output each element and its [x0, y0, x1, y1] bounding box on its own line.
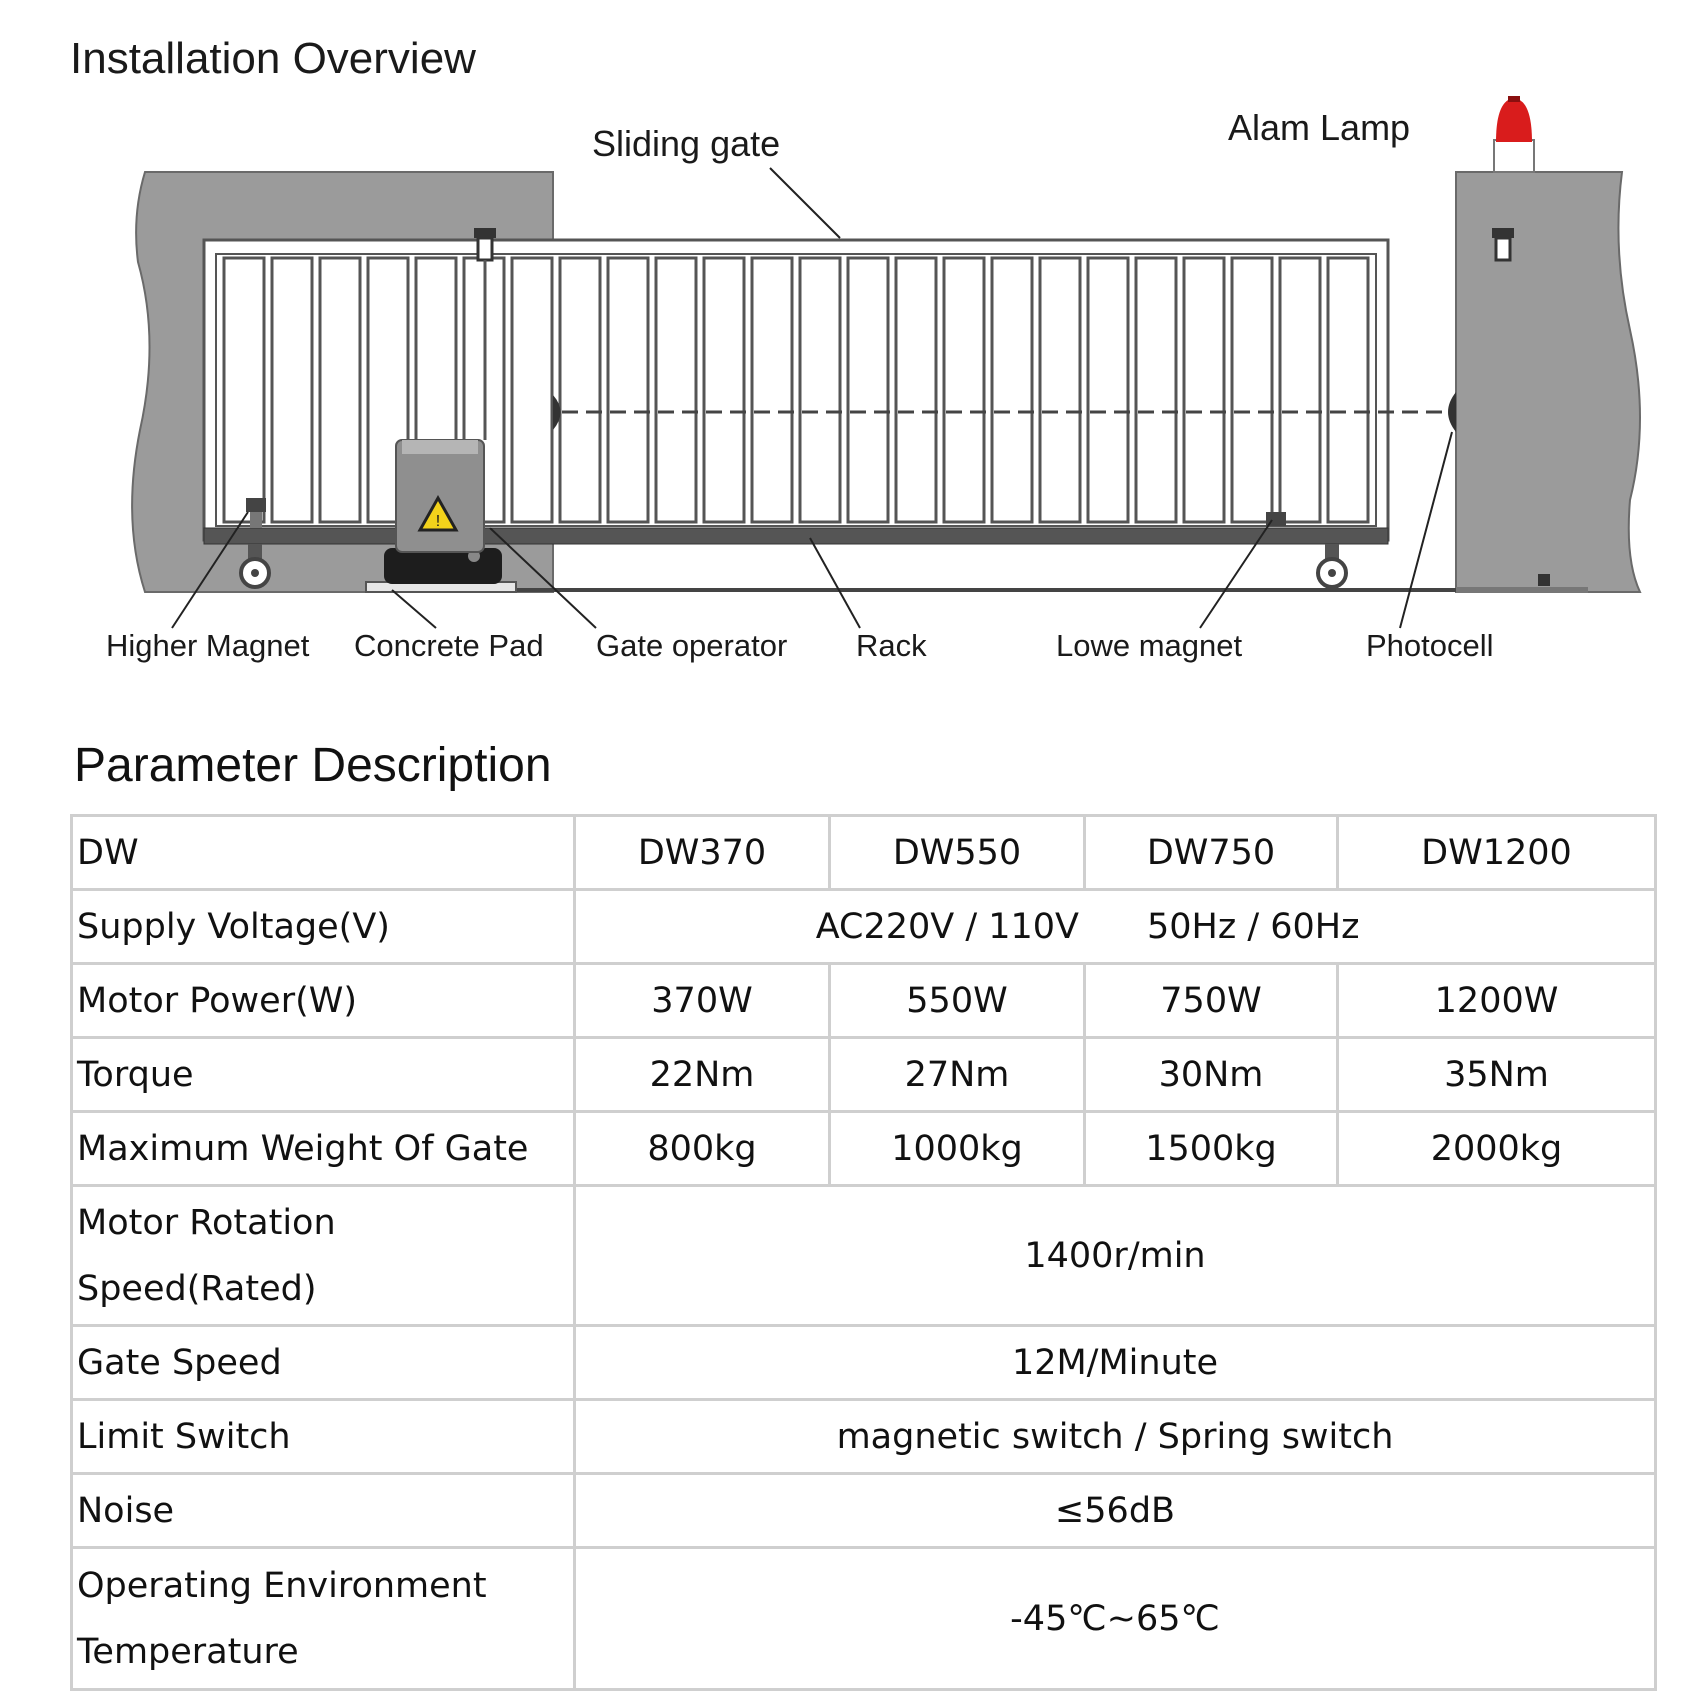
gate-bar	[560, 258, 600, 522]
header-model-dw370: DW370	[575, 816, 830, 890]
right-wall	[1456, 172, 1640, 592]
gate-bar	[800, 258, 840, 522]
label-concrete-pad: Concrete Pad	[354, 628, 544, 663]
alarm-lamp	[1494, 96, 1534, 172]
torque-label: Torque	[72, 1038, 575, 1112]
max-weight-label: Maximum Weight Of Gate	[72, 1112, 575, 1186]
label-sliding-gate: Sliding gate	[592, 123, 781, 164]
rotation-speed-label-line1: Motor Rotation	[77, 1202, 336, 1243]
gate-bar	[944, 258, 984, 522]
gate-bar	[752, 258, 792, 522]
post-bracket	[1492, 228, 1514, 260]
gate-bar	[1328, 258, 1368, 522]
gate-installation-diagram	[0, 0, 1700, 700]
gate-bar	[1088, 258, 1128, 522]
label-lower-magnet: Lowe magnet	[1056, 628, 1243, 663]
label-gate-operator: Gate operator	[596, 628, 788, 663]
label-rack: Rack	[856, 628, 927, 663]
label-photocell: Photocell	[1366, 628, 1494, 663]
torque-dw750: 30Nm	[1085, 1038, 1338, 1112]
table-row-rotation-speed	[72, 1186, 1656, 1326]
table-row-max-weight	[72, 1112, 1656, 1186]
operating-temp-label-line1: Operating Environment	[77, 1565, 487, 1606]
motor-power-dw750: 750W	[1085, 964, 1338, 1038]
rotation-speed-label	[72, 1186, 575, 1326]
label-higher-magnet: Higher Magnet	[106, 628, 310, 663]
gate-operator-motor	[384, 440, 502, 584]
supply-voltage-voltage: AC220V / 110V	[815, 906, 1079, 947]
gate-bar	[1136, 258, 1176, 522]
operating-temp-label	[72, 1548, 575, 1690]
motor-power-dw1200: 1200W	[1338, 964, 1656, 1038]
max-weight-dw370: 800kg	[575, 1112, 830, 1186]
limit-switch-value: magnetic switch / Spring switch	[575, 1400, 1656, 1474]
photocell-receiver	[1448, 392, 1456, 432]
gate-wheel-right	[1318, 544, 1346, 587]
motor-power-label: Motor Power(W)	[72, 964, 575, 1038]
table-row-header	[72, 816, 1656, 890]
gate-bar	[656, 258, 696, 522]
gate-bar	[896, 258, 936, 522]
gate-bar	[1184, 258, 1224, 522]
label-alarm-lamp: Alam Lamp	[1228, 107, 1411, 148]
torque-dw550: 27Nm	[830, 1038, 1085, 1112]
torque-dw370: 22Nm	[575, 1038, 830, 1112]
supply-voltage-label: Supply Voltage(V)	[72, 890, 575, 964]
header-model-dw1200: DW1200	[1338, 816, 1656, 890]
motor-power-dw550: 550W	[830, 964, 1085, 1038]
header-label-cell: DW	[72, 816, 575, 890]
operating-temp-label-line2: Temperature	[77, 1631, 299, 1672]
table-row-torque	[72, 1038, 1656, 1112]
operating-temp-value: -45℃~65℃	[575, 1548, 1656, 1690]
overview-title: Installation Overview	[70, 34, 476, 83]
motor-power-dw370: 370W	[575, 964, 830, 1038]
header-model-dw750: DW750	[1085, 816, 1338, 890]
rotation-speed-label-line2: Speed(Rated)	[77, 1268, 317, 1309]
gate-bar	[848, 258, 888, 522]
table-row-limit-switch	[72, 1400, 1656, 1474]
max-weight-dw550: 1000kg	[830, 1112, 1085, 1186]
table-row-gate-speed	[72, 1326, 1656, 1400]
max-weight-dw1200: 2000kg	[1338, 1112, 1656, 1186]
table-row-noise	[72, 1474, 1656, 1548]
max-weight-dw750: 1500kg	[1085, 1112, 1338, 1186]
gate-bar	[608, 258, 648, 522]
gate-bar	[1232, 258, 1272, 522]
gate-bar	[1280, 258, 1320, 522]
gate-bar	[992, 258, 1032, 522]
supply-voltage-frequency: 50Hz / 60Hz	[1147, 906, 1360, 947]
gate-bar	[272, 258, 312, 522]
post-base-block	[1538, 574, 1550, 586]
table-row-operating-temp	[72, 1548, 1656, 1690]
noise-label: Noise	[72, 1474, 575, 1548]
table-row-motor-power	[72, 964, 1656, 1038]
parameter-table	[70, 814, 1657, 1691]
table-row-supply-voltage	[72, 890, 1656, 964]
gate-bar	[704, 258, 744, 522]
gate-bar	[512, 258, 552, 522]
supply-voltage-value	[575, 890, 1656, 964]
parameter-title: Parameter Description	[74, 739, 552, 792]
torque-dw1200: 35Nm	[1338, 1038, 1656, 1112]
svg-text:!: !	[435, 513, 441, 530]
rack-rail	[204, 528, 1388, 544]
gate-bar	[320, 258, 360, 522]
noise-value: ≤56dB	[575, 1474, 1656, 1548]
rotation-speed-value: 1400r/min	[575, 1186, 1656, 1326]
gate-bar	[224, 258, 264, 522]
gate-speed-value: 12M/Minute	[575, 1326, 1656, 1400]
gate-bar	[1040, 258, 1080, 522]
header-model-dw550: DW550	[830, 816, 1085, 890]
limit-switch-label: Limit Switch	[72, 1400, 575, 1474]
gate-speed-label: Gate Speed	[72, 1326, 575, 1400]
